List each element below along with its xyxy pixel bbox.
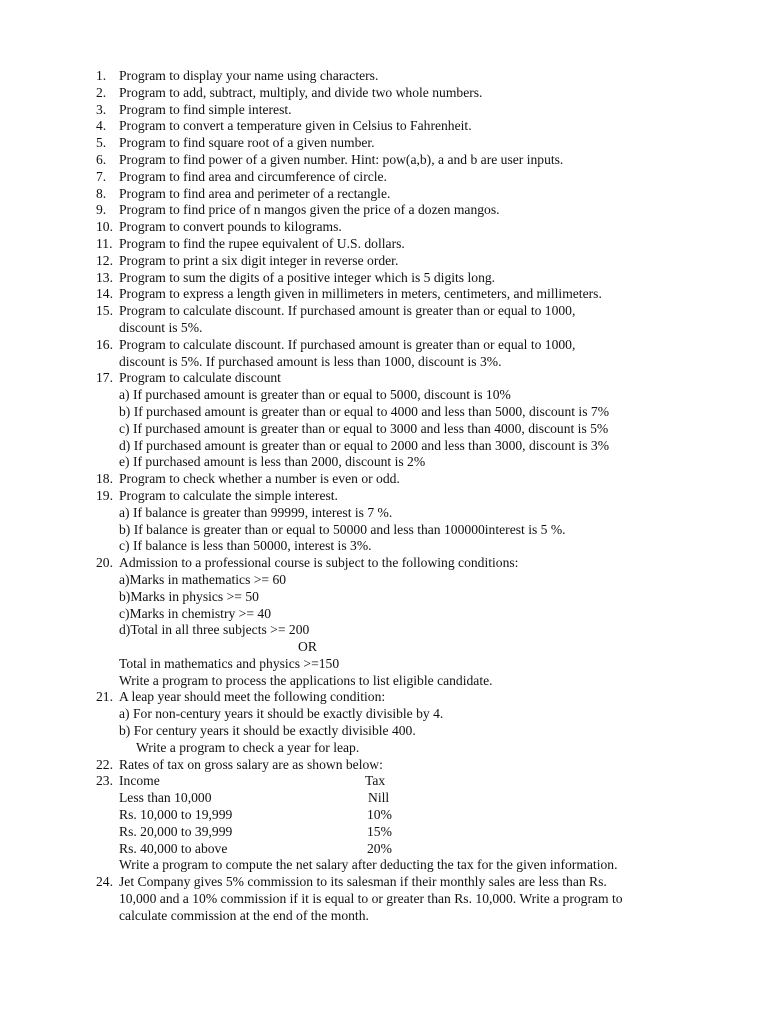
sub-condition-e	[0, 454, 768, 471]
list-item-10	[0, 219, 768, 236]
sub-condition-c	[0, 606, 768, 623]
sub-condition-b	[0, 723, 768, 740]
item-number: 13.	[96, 269, 113, 285]
item-number: 12.	[96, 252, 113, 268]
tax-row-rate: Nill	[368, 790, 390, 806]
item-text-continued: discount is 5%.	[119, 319, 203, 335]
item-number: 24.	[96, 874, 113, 890]
sub-condition-text: e) If purchased amount is less than 2000, discount is 2%	[119, 454, 426, 470]
list-item-7	[0, 169, 768, 186]
item-text: Program to convert a temperature given in Celsius to Fahrenheit.	[119, 118, 472, 134]
item-text: Program to calculate discount. If purchased amount is greater than or equal to 1000,	[119, 336, 576, 352]
item-text: Admission to a professional course is subject to the following conditions:	[119, 555, 519, 571]
sub-condition-a	[0, 572, 768, 589]
sub-condition-d	[0, 622, 768, 639]
item-number: 2.	[96, 84, 107, 100]
tax-row-income: Rs. 40,000 to above	[119, 840, 228, 856]
tax-table-income-header: Income	[119, 773, 160, 789]
task-instruction	[0, 857, 768, 874]
item-text: A leap year should meet the following condition:	[119, 689, 386, 705]
task-instruction-text: Write a program to check a year for leap.	[136, 739, 360, 755]
item-number: 18.	[96, 471, 113, 487]
list-item-24-continued	[0, 891, 768, 908]
sub-condition-a	[0, 505, 768, 522]
tax-row-rate: 10%	[367, 807, 392, 823]
item-number: 17.	[96, 370, 113, 386]
list-item-13	[0, 270, 768, 287]
item-number: 9.	[96, 202, 107, 218]
item-text: Program to add, subtract, multiply, and divide two whole numbers.	[119, 84, 483, 100]
tax-table-row	[0, 807, 768, 824]
exercise-list	[0, 68, 768, 925]
item-number: 6.	[96, 151, 107, 167]
sub-condition-text: d) If purchased amount is greater than or equal to 2000 and less than 3000, discount is 3%	[119, 437, 610, 453]
task-instruction-text: Write a program to compute the net salary after deducting the tax for the given information.	[119, 857, 618, 873]
item-text: Jet Company gives 5% commission to its salesman if their monthly sales are less than Rs.	[119, 874, 607, 890]
list-item-16	[0, 337, 768, 354]
or-label: OR	[298, 639, 317, 655]
item-text: Program to find power of a given number. Hint: pow(a,b), a and b are user inputs.	[119, 151, 564, 167]
list-item-16-continued	[0, 354, 768, 371]
sub-condition-text: a) If balance is greater than 99999, interest is 7 %.	[119, 504, 393, 520]
item-number: 21.	[96, 689, 113, 705]
list-item-24-continued	[0, 908, 768, 925]
list-item-22	[0, 757, 768, 774]
list-item-6	[0, 152, 768, 169]
item-number: 10.	[96, 219, 113, 235]
list-item-19	[0, 488, 768, 505]
list-item-12	[0, 253, 768, 270]
list-item-3	[0, 102, 768, 119]
list-item-23	[0, 773, 768, 790]
list-item-1	[0, 68, 768, 85]
tax-row-income: Less than 10,000	[119, 790, 212, 806]
sub-condition-c	[0, 538, 768, 555]
sub-condition-d	[0, 438, 768, 455]
list-item-2	[0, 85, 768, 102]
item-number: 5.	[96, 135, 107, 151]
item-text-continued: calculate commission at the end of the month.	[119, 907, 369, 923]
tax-row-income: Rs. 20,000 to 39,999	[119, 823, 233, 839]
list-item-8	[0, 186, 768, 203]
item-number: 3.	[96, 101, 107, 117]
alternate-condition	[0, 656, 768, 673]
item-number: 14.	[96, 286, 113, 302]
tax-table-row	[0, 824, 768, 841]
item-number: 4.	[96, 118, 107, 134]
item-text: Program to find price of n mangos given the price of a dozen mangos.	[119, 202, 500, 218]
sub-condition-text: c) If balance is less than 50000, interest is 3%.	[119, 538, 372, 554]
tax-row-income: Rs. 10,000 to 19,999	[119, 807, 233, 823]
list-item-20	[0, 555, 768, 572]
item-text: Program to convert pounds to kilograms.	[119, 219, 342, 235]
task-instruction-text: Write a program to process the applications to list eligible candidate.	[119, 672, 493, 688]
item-text: Program to find simple interest.	[119, 101, 292, 117]
sub-condition-text: d)Total in all three subjects >= 200	[119, 622, 310, 638]
item-text: Program to find area and circumference of circle.	[119, 168, 387, 184]
tax-table-row	[0, 841, 768, 858]
list-item-5	[0, 135, 768, 152]
sub-condition-b	[0, 404, 768, 421]
list-item-21	[0, 689, 768, 706]
or-separator	[0, 639, 768, 656]
sub-condition-text: b) For century years it should be exactly divisible 400.	[119, 723, 416, 739]
item-text: Program to express a length given in millimeters in meters, centimeters, and millimeters.	[119, 286, 602, 302]
item-number: 23.	[96, 773, 113, 789]
tax-table-row	[0, 790, 768, 807]
list-item-15	[0, 303, 768, 320]
task-instruction	[0, 673, 768, 690]
item-number: 1.	[96, 68, 107, 83]
item-number: 22.	[96, 756, 113, 772]
list-item-14	[0, 286, 768, 303]
sub-condition-a	[0, 387, 768, 404]
item-text: Rates of tax on gross salary are as shown below:	[119, 756, 383, 772]
item-number: 20.	[96, 555, 113, 571]
sub-condition-text: a) For non-century years it should be exactly divisible by 4.	[119, 706, 444, 722]
sub-condition-b	[0, 589, 768, 606]
item-text: Program to find area and perimeter of a rectangle.	[119, 185, 391, 201]
item-text: Program to check whether a number is even or odd.	[119, 471, 400, 487]
sub-condition-c	[0, 421, 768, 438]
list-item-18	[0, 471, 768, 488]
item-text: Program to sum the digits of a positive integer which is 5 digits long.	[119, 269, 496, 285]
sub-condition-text: a) If purchased amount is greater than or equal to 5000, discount is 10%	[119, 387, 511, 403]
alternate-condition-text: Total in mathematics and physics >=150	[119, 655, 340, 671]
item-number: 15.	[96, 303, 113, 319]
item-text: Program to calculate discount. If purchased amount is greater than or equal to 1000,	[119, 303, 576, 319]
sub-condition-b	[0, 522, 768, 539]
sub-condition-text: c)Marks in chemistry >= 40	[119, 605, 271, 621]
list-item-11	[0, 236, 768, 253]
sub-condition-text: b) If balance is greater than or equal to 50000 and less than 100000interest is 5 %.	[119, 521, 566, 537]
item-text-continued: 10,000 and a 10% commission if it is equal to or greater than Rs. 10,000. Write a program to	[119, 891, 623, 907]
tax-row-rate: 20%	[367, 840, 392, 856]
item-text: Program to display your name using characters.	[119, 68, 379, 83]
tax-row-rate: 15%	[367, 823, 392, 839]
item-text: Program to find the rupee equivalent of U.S. dollars.	[119, 235, 405, 251]
item-number: 11.	[96, 235, 113, 251]
sub-condition-text: a)Marks in mathematics >= 60	[119, 571, 287, 587]
item-text: Program to calculate discount	[119, 370, 281, 386]
sub-condition-text: b) If purchased amount is greater than or equal to 4000 and less than 5000, discount is 7%	[119, 403, 610, 419]
list-item-17	[0, 370, 768, 387]
item-text-continued: discount is 5%. If purchased amount is less than 1000, discount is 3%.	[119, 353, 502, 369]
sub-condition-text: c) If purchased amount is greater than or equal to 3000 and less than 4000, discount is 5%	[119, 420, 609, 436]
list-item-9	[0, 202, 768, 219]
tax-table-tax-header: Tax	[365, 773, 386, 789]
item-number: 16.	[96, 336, 113, 352]
item-number: 19.	[96, 487, 113, 503]
item-number: 7.	[96, 168, 107, 184]
item-number: 8.	[96, 185, 107, 201]
item-text: Program to print a six digit integer in reverse order.	[119, 252, 399, 268]
sub-condition-text: b)Marks in physics >= 50	[119, 588, 259, 604]
list-item-15-continued	[0, 320, 768, 337]
list-item-4	[0, 118, 768, 135]
list-item-24	[0, 874, 768, 891]
item-text: Program to find square root of a given number.	[119, 135, 375, 151]
item-text: Program to calculate the simple interest.	[119, 487, 338, 503]
sub-condition-a	[0, 706, 768, 723]
task-instruction	[0, 740, 768, 757]
